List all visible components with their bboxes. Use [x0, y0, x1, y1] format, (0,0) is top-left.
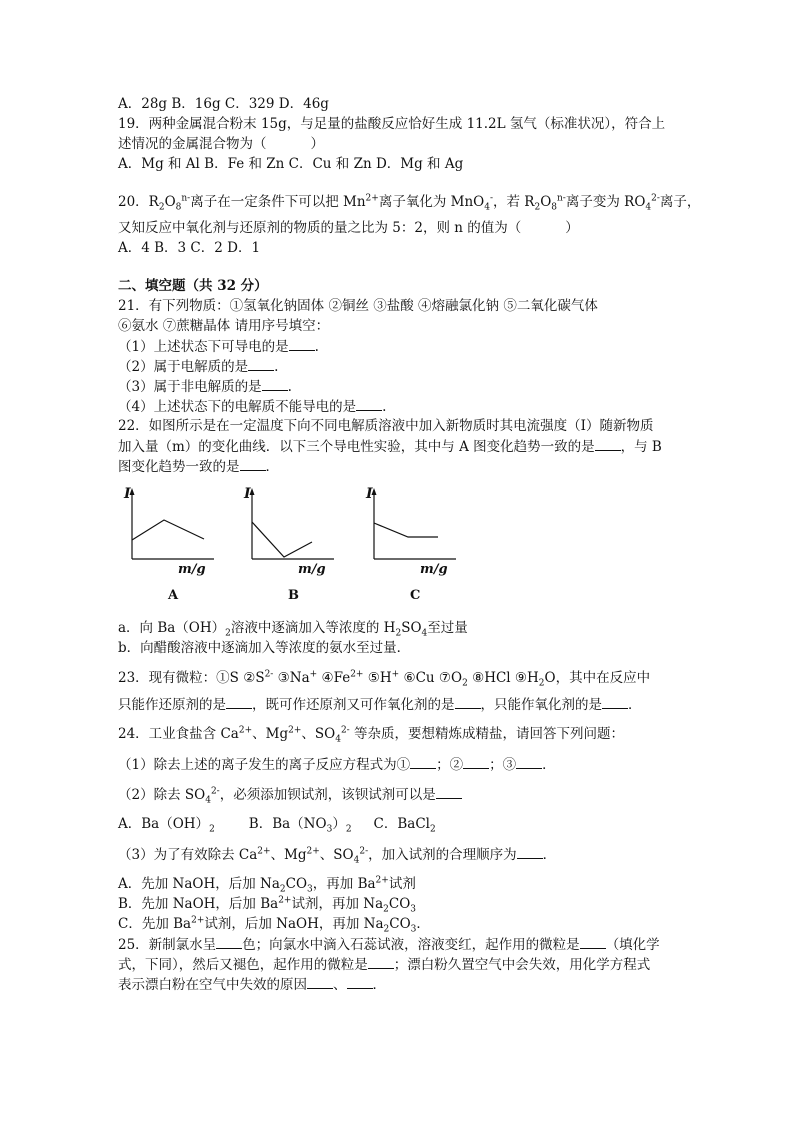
answer-blank [368, 954, 394, 969]
answer-blank [517, 844, 543, 859]
q19-stem-line1: 19．两种金属混合粉末 15g，与足量的盐酸反应恰好生成 11.2L 氢气（标准状况），符合上 [118, 116, 666, 132]
q24-stem: 24．工业食盐含 $Ca^{2+}$、$Mg^{2+}$、$SO_4^{2-}$ 等杂质，要想精炼成精盐，请回答下列问题： [118, 725, 625, 745]
q21-sub2: （2）属于电解质的是 . [118, 356, 678, 376]
graph-c-caption: C [410, 588, 421, 603]
answer-blank [463, 754, 489, 769]
q25-line3: 表示漂白粉在空气中失效的原因 、 ． [118, 974, 678, 994]
q24-sub3: （3）为了有效除去 $Ca^{2+}$、$Mg^{2+}$、$SO_4^{2-}$，加入试剂的合理顺序为 ． [118, 844, 678, 864]
q20-options: A．4 B．3 C．2 D．1 [118, 240, 261, 256]
q24-sub2-options: A．$Ba(OH)_2$ B．$Ba(NO_3)_2$ C．BaCl$_2$ [118, 816, 436, 835]
answer-blank [289, 336, 315, 351]
q24-order-option-c: C．先加 $Ba^{2+}$试剂，后加 NaOH，再加 $Na_2CO_3$． [118, 915, 430, 935]
q21-stem-line1: 21．有下列物质：①氢氧化钠固体 ②铜丝 ③盐酸 ④熔融氯化钠 ⑤二氧化碳气体 [118, 298, 598, 314]
graph-c-plot [366, 484, 466, 584]
graph-a [124, 484, 224, 618]
answer-blank [262, 376, 288, 391]
q19-options: A．Mg 和 Al B．Fe 和 Zn C．Cu 和 Zn D．Mg 和 Ag [118, 156, 464, 172]
graph-b-curve [252, 522, 312, 557]
q22-stem-line2: 加入量（m）的变化曲线．以下三个导电性实验，其中与 A 图变化趋势一致的是 ，与 B [118, 436, 678, 456]
answer-blank [595, 436, 621, 451]
answer-blank [347, 974, 373, 989]
q21-sub3: （3）属于非电解质的是 . [118, 376, 678, 396]
q24-order-option-b: B．先加 NaOH，后加 $Ba^{2+}$试剂，再加 $Na_2CO_3$ [118, 895, 416, 915]
graph-c-x-label: m/g [420, 562, 448, 577]
graph-b-x-label: m/g [298, 562, 326, 577]
q21-stem-line2: ⑥氨水 ⑦蔗糖晶体 请用序号填空： [118, 318, 330, 334]
q22-experiment-b: b．向醋酸溶液中逐滴加入等浓度的氨水至过量． [118, 640, 411, 656]
q20-stem-line1: 20．$R_2O_8^{n-}$离子在一定条件下可以把 $Mn^{2+}$离子氧化为 MnO$_4$-，若 $R_2O_8^{n-}$离子变为 $RO_4^{2-}$离子， [118, 193, 701, 213]
graph-a-x-label: m/g [178, 562, 206, 577]
graph-a-curve [132, 520, 204, 540]
section-fill-in-title: 二、填空题（共 32 分） [118, 278, 268, 294]
answer-blank [410, 754, 436, 769]
answer-blank [602, 694, 628, 709]
graph-b-plot [244, 484, 344, 584]
answer-blank [580, 934, 606, 949]
q20-stem-line2: 又知反应中氧化剂与还原剂的物质的量之比为 5：2，则 n 的值为（ ） [118, 220, 579, 236]
graph-c-curve [374, 523, 438, 537]
q18-options: A．28g B．16g C．329 D．46g [118, 96, 329, 112]
q21-sub4: （4）上述状态下的电解质不能导电的是 . [118, 396, 678, 416]
graph-b-caption: B [288, 588, 299, 603]
graph-c-y-label: I [366, 486, 373, 502]
q22-stem-line1: 22．如图所示是在一定温度下向不同电解质溶液中加入新物质时其电流强度（I）随新物质 [118, 418, 654, 434]
graph-c [366, 484, 466, 618]
q24-sub1: （1）除去上述的离子发生的离子反应方程式为① ；② ；③ ． [118, 754, 678, 774]
graph-a-y-label: I [124, 486, 131, 502]
answer-blank [216, 934, 242, 949]
q22-experiment-a: a．向 $Ba(OH)_2$溶液中逐滴加入等浓度的 $H_2SO_4$至过量 [118, 620, 468, 639]
graph-b [244, 484, 344, 618]
q23-line2: 只能作还原剂的是 ，既可作还原剂又可作氧化剂的是 ，只能作氧化剂的是 ． [118, 694, 678, 714]
q25-line2: 式，下同），然后又褪色，起作用的微粒是 ；漂白粉久置空气中会失效，用化学方程式 [118, 954, 678, 974]
answer-blank [455, 694, 481, 709]
q23-line1: 23．现有微粒：①S $②S^{2-}$ ③Na+ $④Fe^{2+}$ ⑤H+ ⑥Cu $⑦O_2$ ⑧HCl $⑨H_2O$，其中在反应中 [118, 669, 651, 689]
answer-blank [307, 974, 333, 989]
answer-blank [516, 754, 542, 769]
answer-blank [248, 356, 274, 371]
answer-blank [356, 396, 382, 411]
answer-blank [240, 456, 266, 471]
q24-order-option-a: A．先加 NaOH，后加 $Na_2CO_3$，再加 $Ba^{2+}$试剂 [118, 875, 416, 895]
graph-b-y-label: I [244, 486, 251, 502]
q24-sub2: （2）除去 $SO_4^{2-}$，必须添加钡试剂，该钡试剂可以是 [118, 784, 678, 804]
q19-stem-line2: 述情况的金属混合物为（ ） [118, 136, 324, 152]
answer-blank [436, 784, 462, 799]
graph-a-caption: A [168, 588, 179, 603]
graph-a-plot [124, 484, 224, 584]
exam-page [118, 94, 701, 994]
q22-stem-line3: 图变化趋势一致的是 ． [118, 456, 678, 476]
q21-sub1: （1）上述状态下可导电的是 . [118, 336, 678, 356]
q22-graphs [118, 484, 678, 618]
q25-line1: 25．新制氯水呈 色；向氯水中滴入石蕊试液，溶液变红，起作用的微粒是 （填化学 [118, 934, 678, 954]
answer-blank [226, 694, 252, 709]
